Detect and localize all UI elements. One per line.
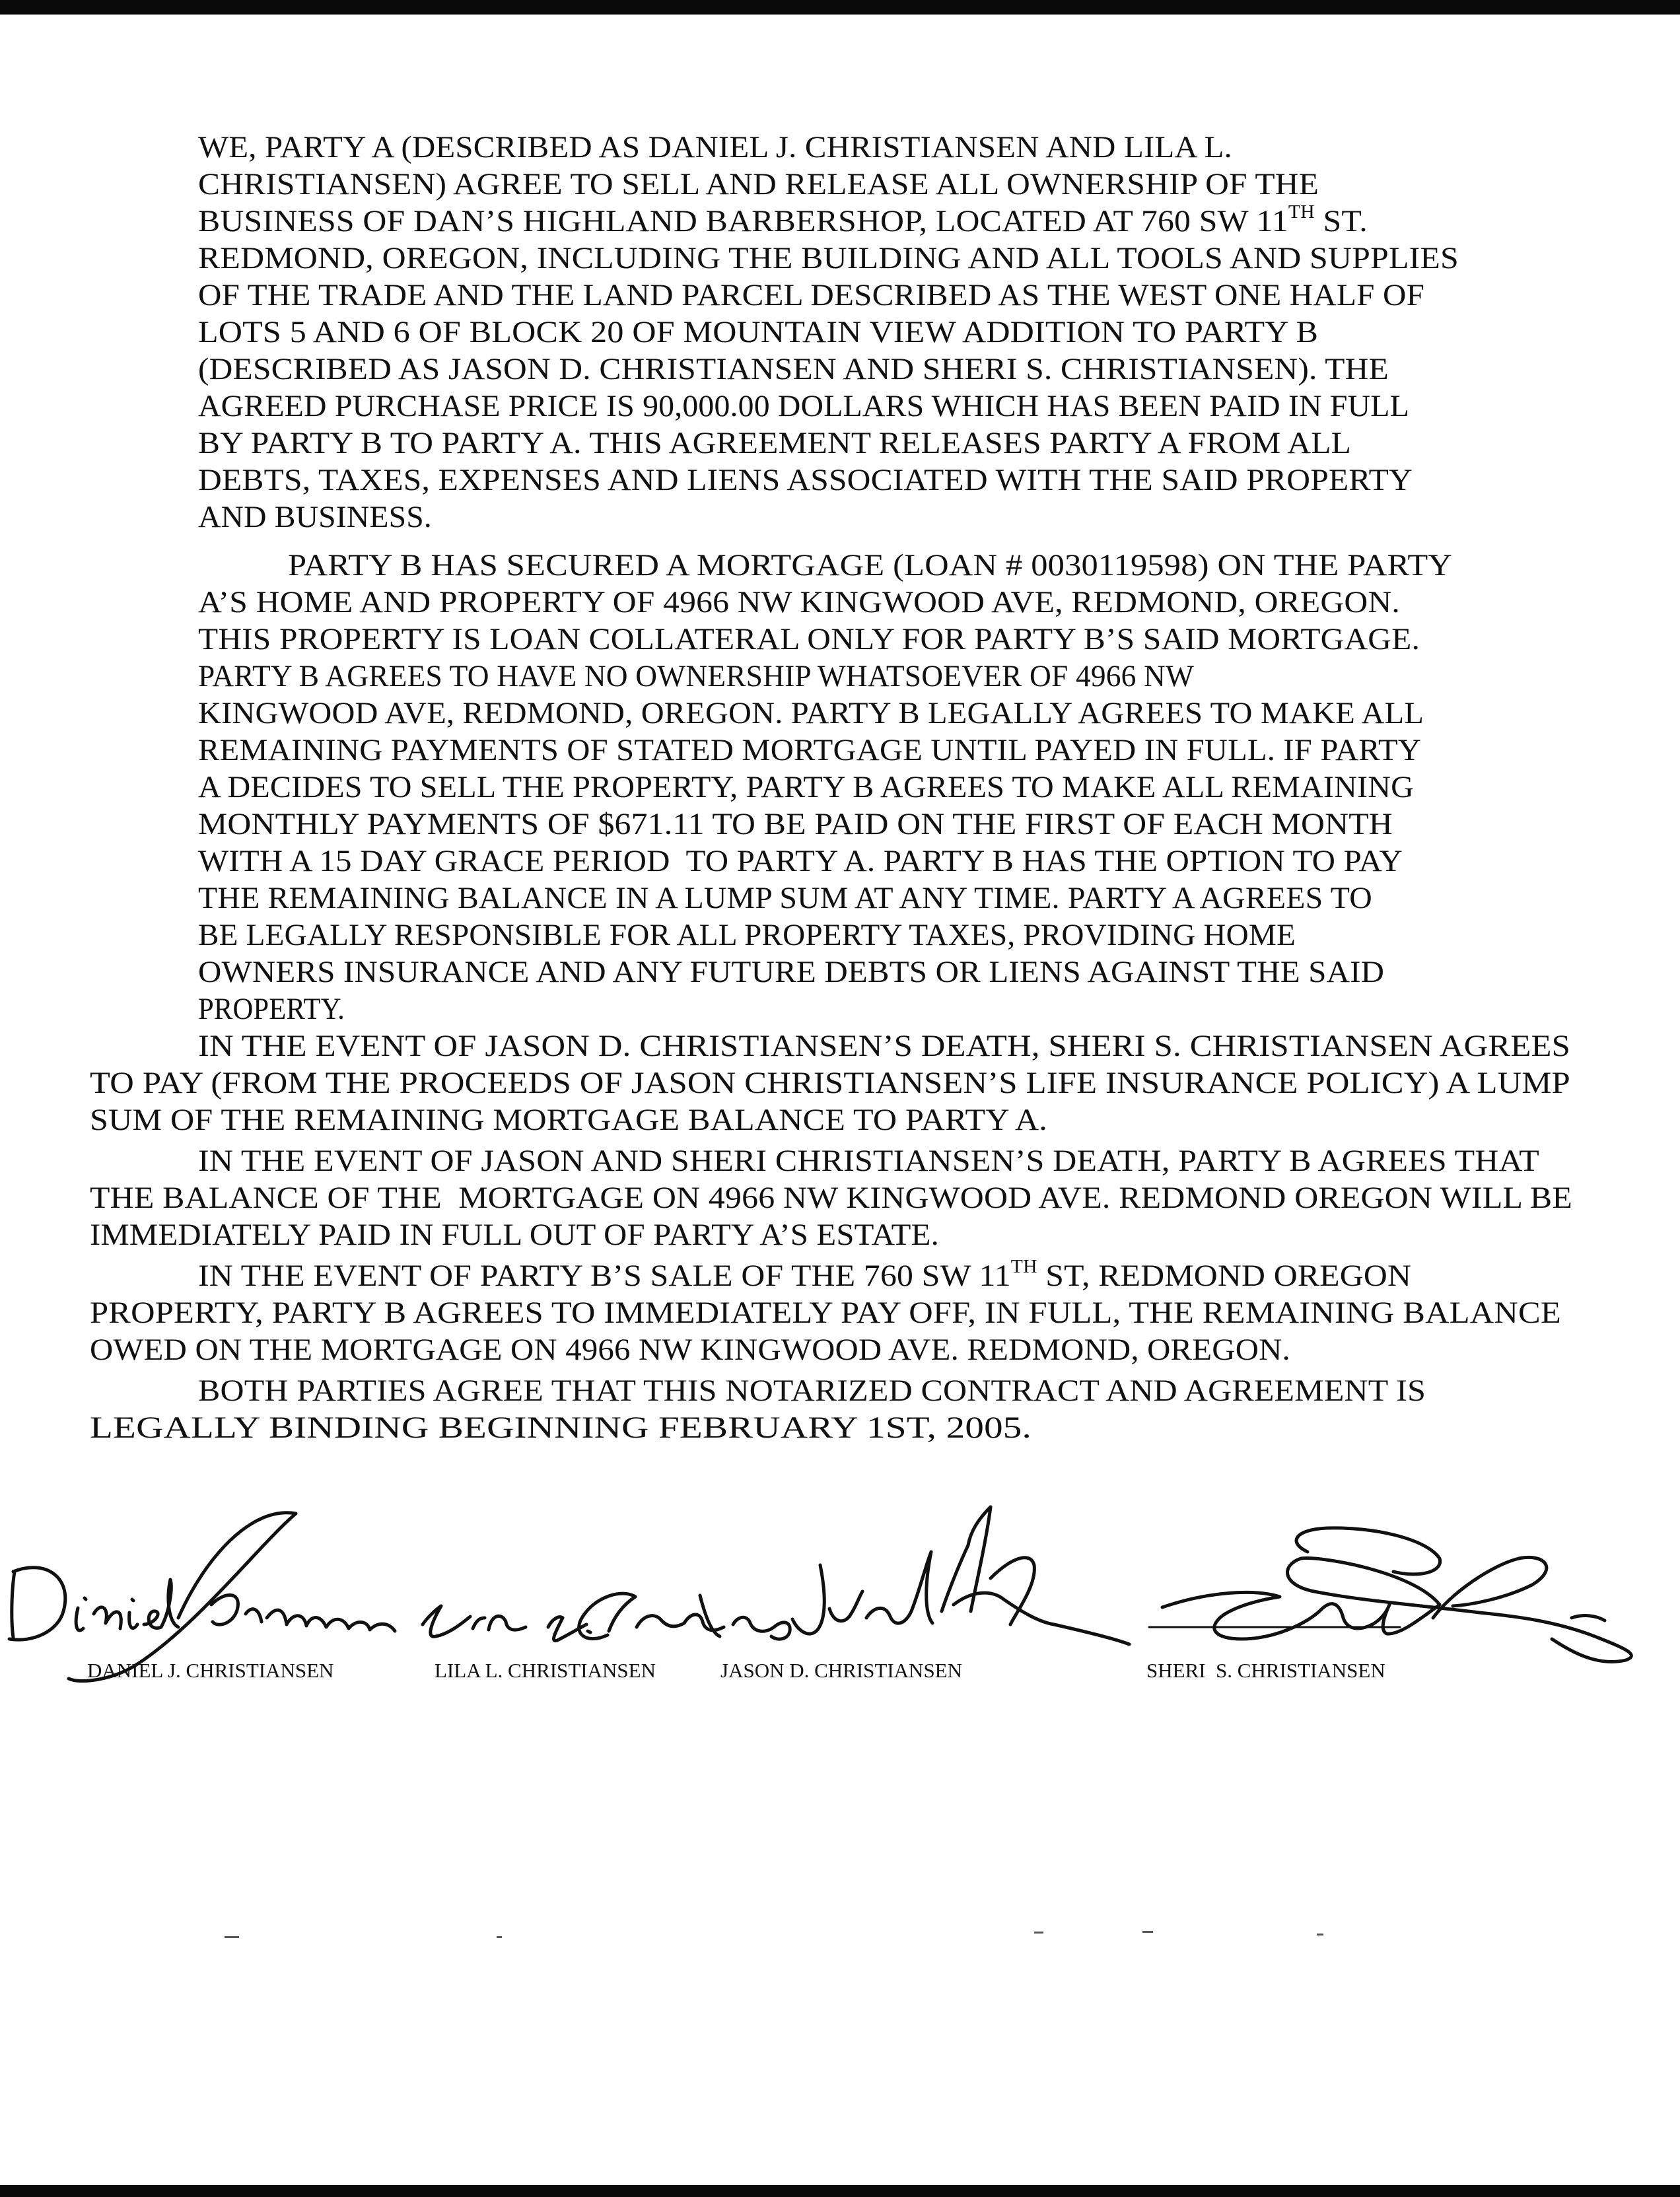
contract-line: (DESCRIBED AS JASON D. CHRISTIANSEN AND SHERI S. CHRISTIANSEN). THE [198, 352, 1389, 386]
contract-line: AND BUSINESS. [198, 500, 432, 534]
signature-sheri [1162, 1528, 1631, 1662]
contract-line: THE REMAINING BALANCE IN A LUMP SUM AT ANY TIME. PARTY A AGREES TO [198, 881, 1372, 915]
contract-line: DEBTS, TAXES, EXPENSES AND LIENS ASSOCIATED WITH THE SAID PROPERTY [198, 463, 1413, 497]
contract-line: BOTH PARTIES AGREE THAT THIS NOTARIZED CONTRACT AND AGREEMENT IS [198, 1374, 1426, 1408]
signature-block [0, 1466, 1680, 1684]
contract-line: THE BALANCE OF THE MORTGAGE ON 4966 NW KINGWOOD AVE. REDMOND OREGON WILL BE [90, 1181, 1573, 1215]
contract-line: SUM OF THE REMAINING MORTGAGE BALANCE TO PARTY A. [90, 1103, 1048, 1137]
contract-line: OF THE TRADE AND THE LAND PARCEL DESCRIBED AS THE WEST ONE HALF OF [198, 278, 1425, 312]
contract-line: WE, PARTY A (DESCRIBED AS DANIEL J. CHRISTIANSEN AND LILA L. [198, 130, 1232, 164]
contract-line: REDMOND, OREGON, INCLUDING THE BUILDING AND ALL TOOLS AND SUPPLIES [198, 241, 1459, 275]
signature-label-daniel: DANIEL J. CHRISTIANSEN [87, 1659, 334, 1682]
contract-line: A DECIDES TO SELL THE PROPERTY, PARTY B AGREES TO MAKE ALL REMAINING [198, 770, 1415, 804]
contract-line: PARTY B HAS SECURED A MORTGAGE (LOAN # 0030119598) ON THE PARTY [288, 548, 1453, 582]
scan-border-bottom [0, 2185, 1680, 2197]
contract-line: MONTHLY PAYMENTS OF $671.11 TO BE PAID ON THE FIRST OF EACH MONTH [198, 807, 1393, 841]
signature-label-sheri: SHERI S. CHRISTIANSEN [1146, 1659, 1385, 1682]
contract-line: REMAINING PAYMENTS OF STATED MORTGAGE UNTIL PAYED IN FULL. IF PARTY [198, 733, 1422, 767]
signature-label-jason: JASON D. CHRISTIANSEN [720, 1659, 963, 1682]
contract-line: PROPERTY. [198, 992, 345, 1026]
contract-line: BY PARTY B TO PARTY A. THIS AGREEMENT RELEASES PARTY A FROM ALL [198, 426, 1351, 460]
signature-jason [792, 1507, 1129, 1644]
contract-line: KINGWOOD AVE, REDMOND, OREGON. PARTY B LEGALLY AGREES TO MAKE ALL [198, 696, 1424, 730]
contract-line: OWNERS INSURANCE AND ANY FUTURE DEBTS OR LIENS AGAINST THE SAID [198, 955, 1385, 989]
contract-line: BE LEGALLY RESPONSIBLE FOR ALL PROPERTY TAXES, PROVIDING HOME [198, 918, 1296, 952]
contract-line: IN THE EVENT OF JASON D. CHRISTIANSEN’S DEATH, SHERI S. CHRISTIANSEN AGREES [198, 1029, 1570, 1063]
contract-line: LEGALLY BINDING BEGINNING FEBRUARY 1ST, 2005. [90, 1411, 1032, 1445]
scan-border-top [0, 0, 1680, 15]
signature-lila [423, 1593, 790, 1640]
contract-line: TO PAY (FROM THE PROCEEDS OF JASON CHRISTIANSEN’S LIFE INSURANCE POLICY) A LUMP [90, 1066, 1570, 1100]
contract-line: IN THE EVENT OF PARTY B’S SALE OF THE 760 SW 11TH ST, REDMOND OREGON [198, 1257, 1412, 1293]
contract-line: WITH A 15 DAY GRACE PERIOD TO PARTY A. PARTY B HAS THE OPTION TO PAY [198, 844, 1403, 878]
signature-label-lila: LILA L. CHRISTIANSEN [435, 1659, 656, 1682]
contract-line: LOTS 5 AND 6 OF BLOCK 20 OF MOUNTAIN VIEW ADDITION TO PARTY B [198, 315, 1319, 349]
contract-line: AGREED PURCHASE PRICE IS 90,000.00 DOLLARS WHICH HAS BEEN PAID IN FULL [198, 389, 1409, 423]
contract-line: A’S HOME AND PROPERTY OF 4966 NW KINGWOOD AVE, REDMOND, OREGON. [198, 585, 1401, 619]
contract-line: IMMEDIATELY PAID IN FULL OUT OF PARTY A’S ESTATE. [90, 1218, 939, 1252]
contract-line: PROPERTY, PARTY B AGREES TO IMMEDIATELY PAY OFF, IN FULL, THE REMAINING BALANCE [90, 1296, 1561, 1330]
scan-speck [225, 1936, 239, 1938]
contract-line: THIS PROPERTY IS LOAN COLLATERAL ONLY FOR PARTY B’S SAID MORTGAGE. [198, 622, 1420, 656]
scan-speck [1142, 1931, 1153, 1933]
scan-speck [497, 1936, 502, 1938]
scan-speck [1317, 1934, 1323, 1935]
scan-speck [1034, 1932, 1043, 1934]
contract-line: IN THE EVENT OF JASON AND SHERI CHRISTIANSEN’S DEATH, PARTY B AGREES THAT [198, 1144, 1539, 1178]
signature-daniel [9, 1513, 395, 1681]
contract-line: PARTY B AGREES TO HAVE NO OWNERSHIP WHATSOEVER OF 4966 NW [198, 659, 1195, 693]
contract-line: CHRISTIANSEN) AGREE TO SELL AND RELEASE ALL OWNERSHIP OF THE [198, 167, 1319, 201]
contract-line: OWED ON THE MORTGAGE ON 4966 NW KINGWOOD AVE. REDMOND, OREGON. [90, 1333, 1290, 1367]
contract-line: BUSINESS OF DAN’S HIGHLAND BARBERSHOP, LOCATED AT 760 SW 11TH ST. [198, 202, 1368, 238]
